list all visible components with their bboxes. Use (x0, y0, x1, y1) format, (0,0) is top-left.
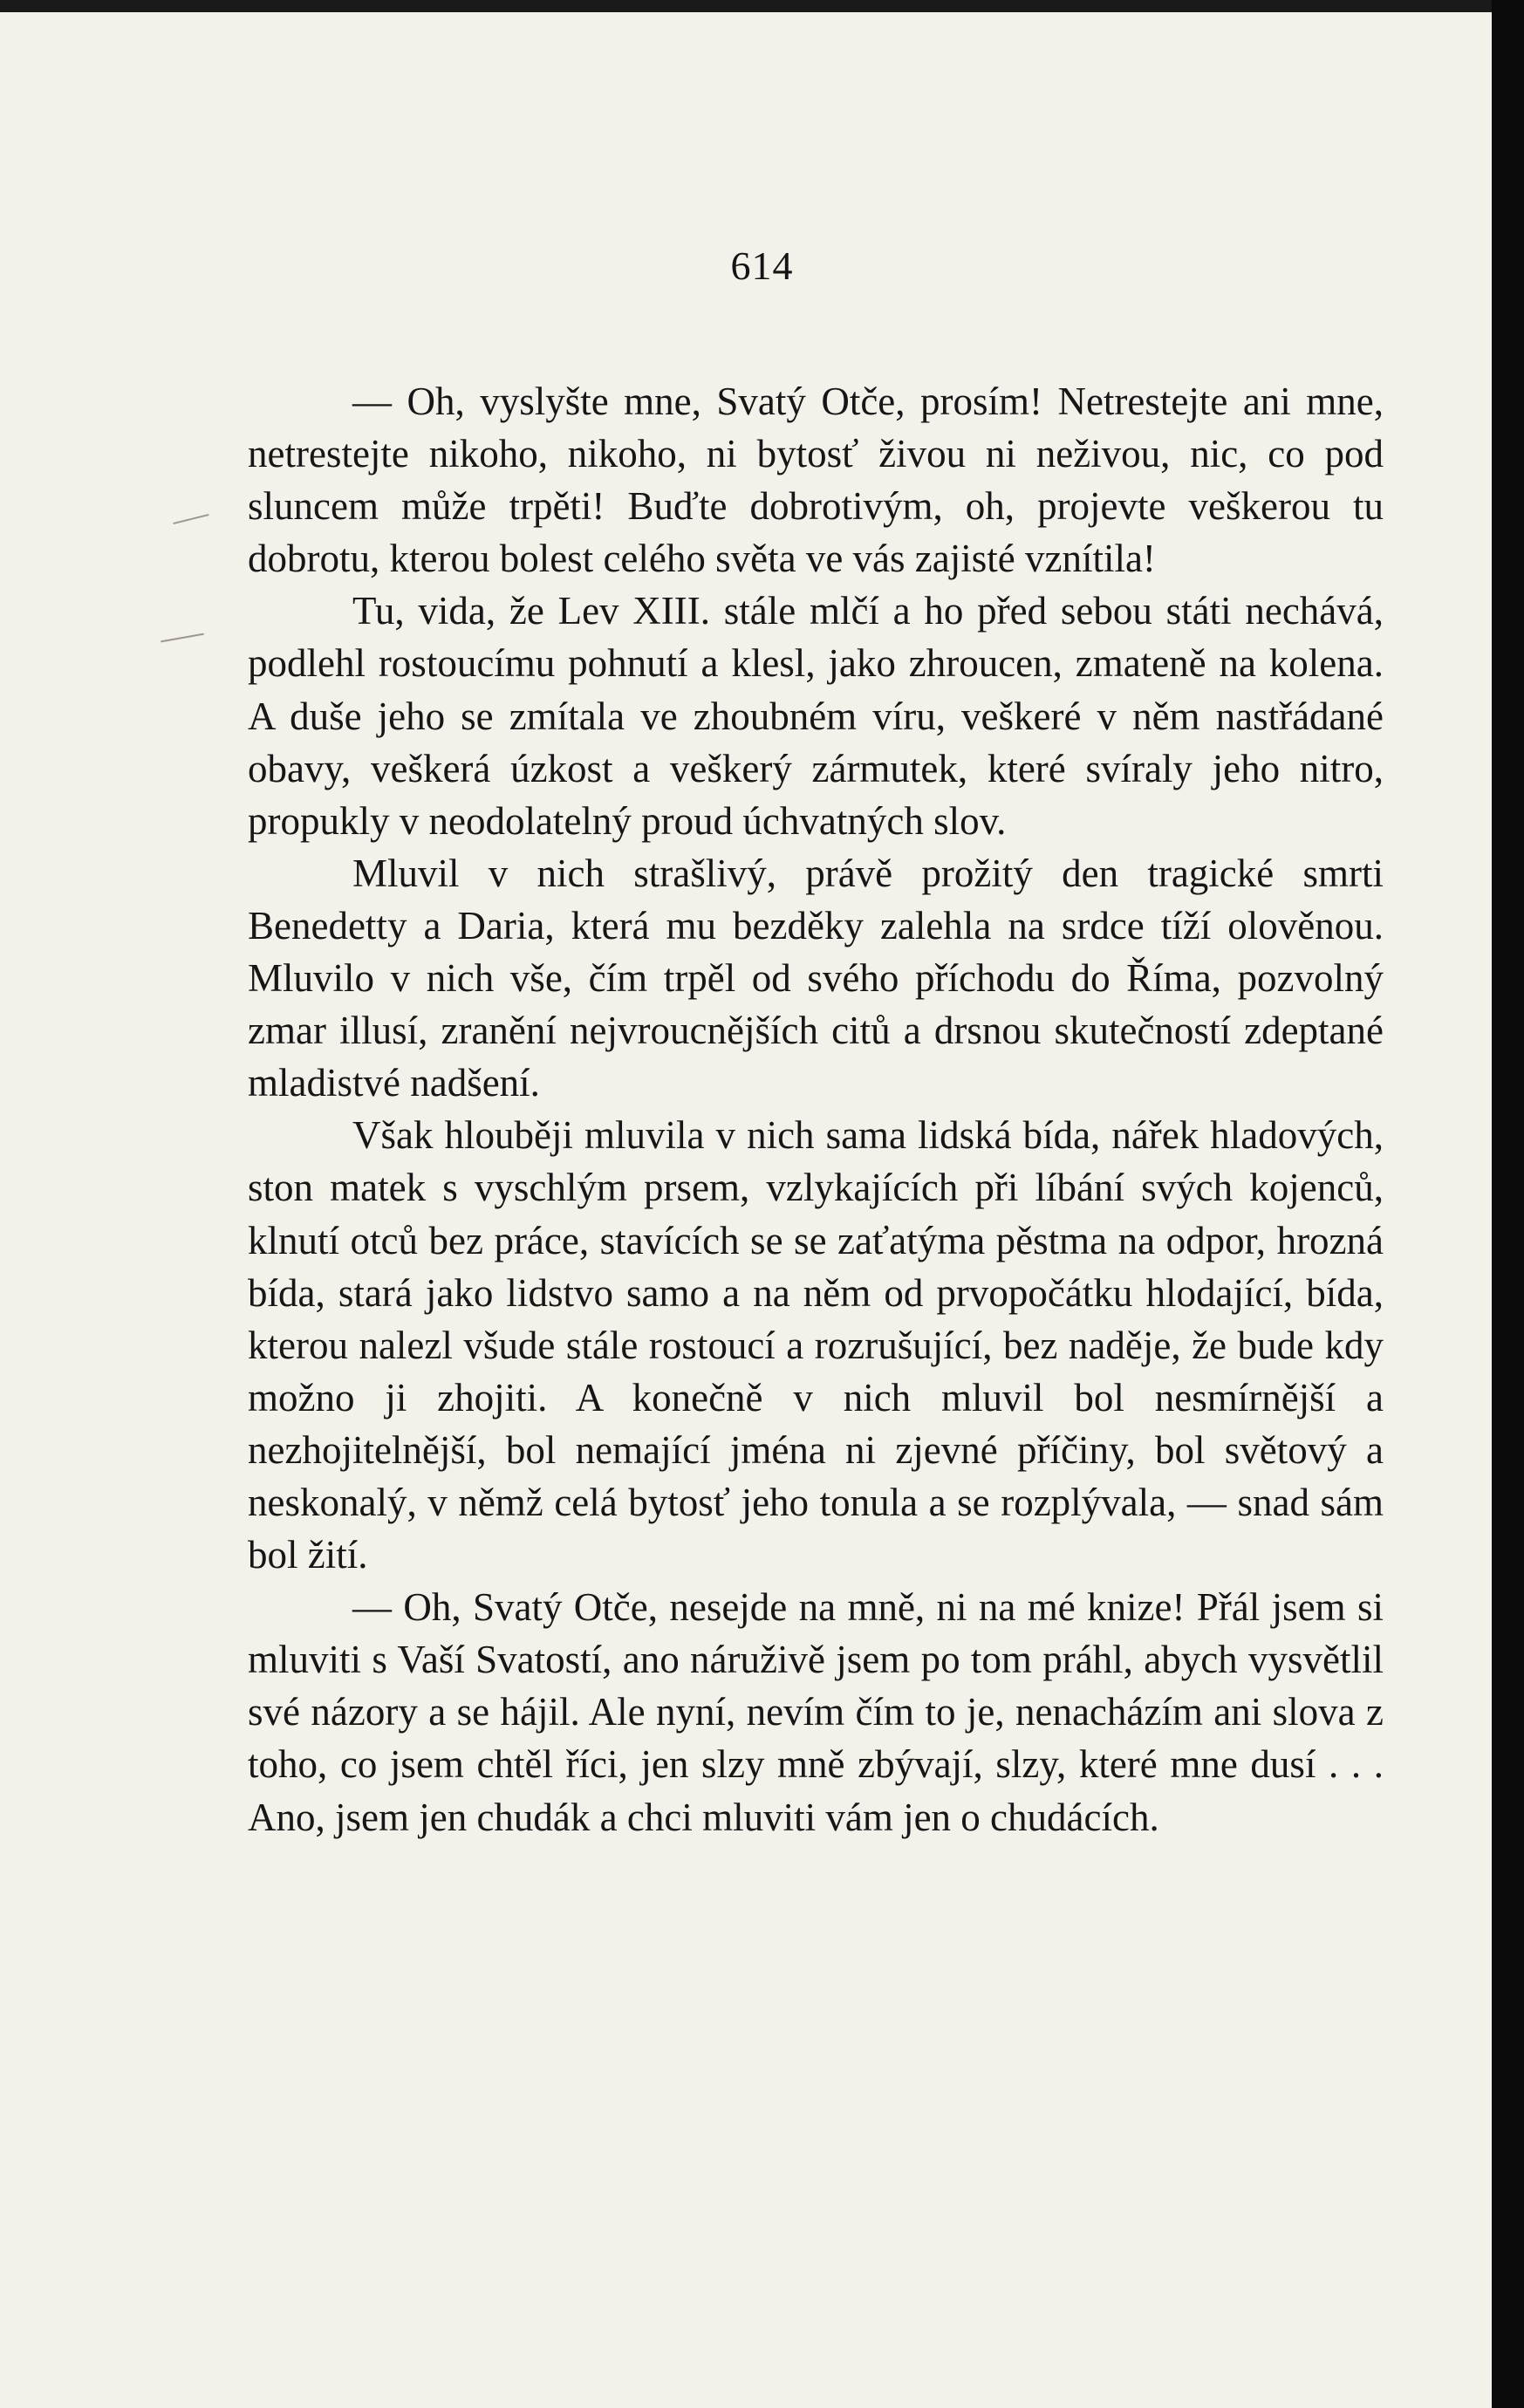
page-right-shadow (1492, 0, 1524, 2408)
page-number: 614 (730, 243, 794, 288)
paragraph-2: Tu, vida, že Lev XIII. stále mlčí a ho před sebou státi nechává, podlehl rostoucímu pohnutí a klesl, jako zhroucen, zmateně na kolena. A duše jeho se zmítala ve zhoubném víru, veškeré v něm nastřádané obavy, veškerá úzkost a veškerý zármutek, které svíraly jeho nitro, propukly v neodolatelný proud úchvatných slov. (248, 589, 1384, 843)
body-text (248, 375, 1384, 1844)
paragraph-3: Mluvil v nich strašlivý, právě prožitý den tragické smrti Benedetty a Daria, která mu bezděky zalehla na srdce tíží olověnou. Mluvilo v nich vše, čím trpěl od svého příchodu do Říma, pozvolný zmar illusí, zranění nejvroucnějších citů a drsnou skutečností zdeptané mladistvé nadšení. (248, 851, 1384, 1105)
paragraph-1: — Oh, vyslyšte mne, Svatý Otče, prosím! Netrestejte ani mne, netrestejte nikoho, nikoho, ni bytosť živou ni neživou, nic, co pod sluncem může trpěti! Buďte dobrotivým, oh, projevte veškerou tu dobrotu, kterou bolest celého světa ve vás zajisté vznítila! (248, 380, 1384, 581)
paragraph-5: — Oh, Svatý Otče, nesejde na mně, ni na mé knize! Přál jsem si mluviti s Vaší Svatostí, ano náruživě jsem po tom práhl, abych vysvětlil své názory a se hájil. Ale nyní, nevím čím to je, nenacházím ani slova z toho, co jsem chtěl říci, jen slzy mně zbývají, slzy, které mne dusí . . . Ano, jsem jen chudák a chci mluviti vám jen o chudácích. (248, 1585, 1384, 1839)
page-top-shadow (0, 0, 1492, 12)
margin-mark-1 (173, 514, 208, 524)
margin-mark-2 (161, 633, 204, 643)
paragraph-4: Však hlouběji mluvila v nich sama lidská bída, nářek hladových, ston matek s vyschlým prsem, vzlykajících při líbání svých kojenců, klnutí otců bez práce, stavících se se zaťatýma pěstma na odpor, hrozná bída, stará jako lidstvo samo a na něm od prvopočátku hlodající, bída, kterou nalezl všude stále rostoucí a rozrušující, bez naděje, že bude kdy možno ji zhojiti. A konečně v nich mluvil bol nesmírnější a nezhojitelnější, bol nemající jména ni zjevné příčiny, bol světový a neskonalý, v němž celá bytosť jeho tonula a se rozplývala, — snad sám bol žití. (248, 1113, 1384, 1577)
